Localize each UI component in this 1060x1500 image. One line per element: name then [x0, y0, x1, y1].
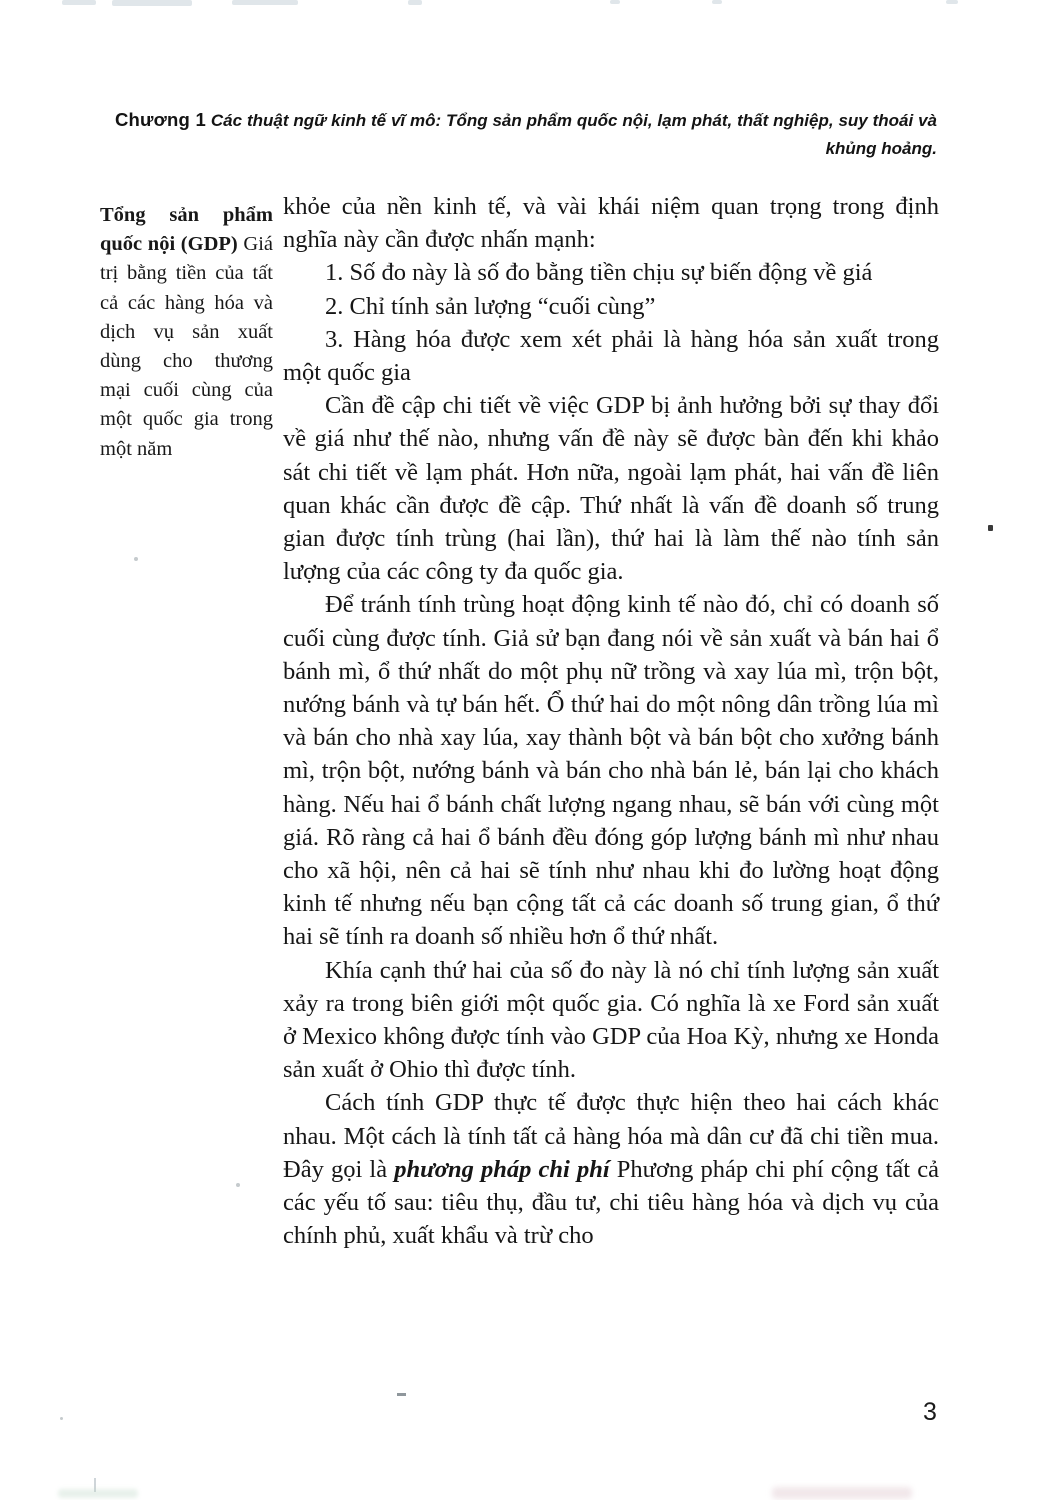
scan-artifact-top [946, 0, 958, 4]
scan-speck [60, 1417, 63, 1420]
scan-artifact-top [610, 0, 620, 4]
chapter-title: Các thuật ngữ kinh tế vĩ mô: Tổng sản phẩm quốc nội, lạm phát, thất nghiệp, suy thoái và khủng hoảng. [210, 111, 938, 158]
body-paragraph-gdp-price: Cần đề cập chi tiết về việc GDP bị ảnh hưởng bởi sự thay đổi về giá như thế nào, nhưng vấn đề này sẽ được bàn đến khi khảo sát chi tiết về lạm phát. Hơn nữa, ngoài lạm phát, hai vấn đề liên quan khác cần được đề cập. Thứ nhất là vấn đề doanh số trung gian được tính trùng (hai lần), thứ hai là làm thế nào tính sản lượng của các công ty đa quốc gia. [283, 392, 939, 586]
margin-term: Tổng sản phẩm quốc nội (GDP) [100, 204, 273, 256]
scan-smudge [58, 1489, 138, 1498]
scan-artifact-top [712, 0, 722, 4]
numbered-list-item: 1. Số đo này là số đo bằng tiền chịu sự biến động về giá [325, 259, 873, 287]
body-paragraph-borders: Khía cạnh thứ hai của số đo này là nó chỉ tính lượng sản xuất xảy ra trong biên giới một quốc gia. Có nghĩa là xe Ford sản xuất ở Mexico không được tính vào GDP của Hoa Kỳ, nhưng xe Honda sản xuất ở Ohio thì được tính. [283, 956, 939, 1084]
scan-artifact-top [112, 0, 192, 6]
methods-text-post: Phương pháp chi phí cộng tất cả các yếu tố sau: tiêu thụ, đầu tư, chi tiêu hàng hóa và dịch vụ của chính phủ, xuất khẩu và trừ cho [283, 1155, 939, 1250]
body-paragraph-methods [283, 1086, 939, 1252]
methods-term-italic: phương pháp chi phí [394, 1155, 610, 1183]
scan-artifact-edge [94, 1478, 96, 1492]
scan-speck [397, 1393, 406, 1396]
body-paragraph-continuation: khỏe của nền kinh tế, và vài khái niệm quan trọng trong định nghĩa này cần được nhấn mạnh: [283, 193, 939, 254]
scan-artifact-top [62, 0, 96, 5]
body-paragraph-double-count: Để tránh tính trùng hoạt động kinh tế nào đó, chỉ có doanh số cuối cùng được tính. Giả sử bạn đang nói về sản xuất và bán hai ổ bánh mì, ổ thứ nhất do một phụ nữ trồng và xay lúa mì, trộn bột, nướng bánh và tự bán hết. Ổ thứ hai do một nông dân trồng lúa mì và bán cho nhà xay lúa, xay thành bột và bán bột cho xưởng bánh mì, trộn bột, nướng bánh và bán cho nhà bán lẻ, bán lại cho khách hàng. Nếu hai ổ bánh chất lượng ngang nhau, sẽ bán với cùng một giá. Rõ ràng cả hai ổ bánh đều đóng góp lượng bánh mì như nhau cho xã hội, nên cả hai sẽ tính như nhau khi đo lường hoạt động kinh tế nhưng nếu bạn cộng tất cả các doanh số trung gian, ổ thứ hai sẽ tính ra doanh số nhiều hơn ổ thứ nhất. [283, 591, 939, 951]
scan-artifact-top [232, 0, 298, 5]
chapter-label: Chương 1 [115, 109, 206, 130]
scan-speck [134, 557, 138, 561]
body-text-column [283, 190, 939, 1253]
scan-artifact-top [408, 0, 422, 5]
margin-definition [100, 201, 273, 464]
page-number: 3 [923, 1398, 937, 1426]
margin-definition-text: Giá trị bằng tiền của tất cả các hàng hóa và dịch vụ sản xuất dùng cho thương mại cuối cùng của một quốc gia trong một năm [100, 233, 273, 460]
numbered-list-item: 2. Chỉ tính sản lượng “cuối cùng” [325, 292, 656, 320]
scan-smudge [772, 1487, 912, 1499]
scan-speck [988, 525, 993, 531]
numbered-list-item: 3. Hàng hóa được xem xét phải là hàng hóa sản xuất trong một quốc gia [283, 325, 939, 387]
scan-speck [236, 1183, 240, 1187]
methods-text-pre: Cách tính GDP thực tế được thực hiện theo hai cách khác nhau. Một cách là tính tất cả hàng hóa mà dân cư đã chi tiền mua. Đây gọi là [283, 1089, 939, 1183]
chapter-header [115, 106, 937, 163]
